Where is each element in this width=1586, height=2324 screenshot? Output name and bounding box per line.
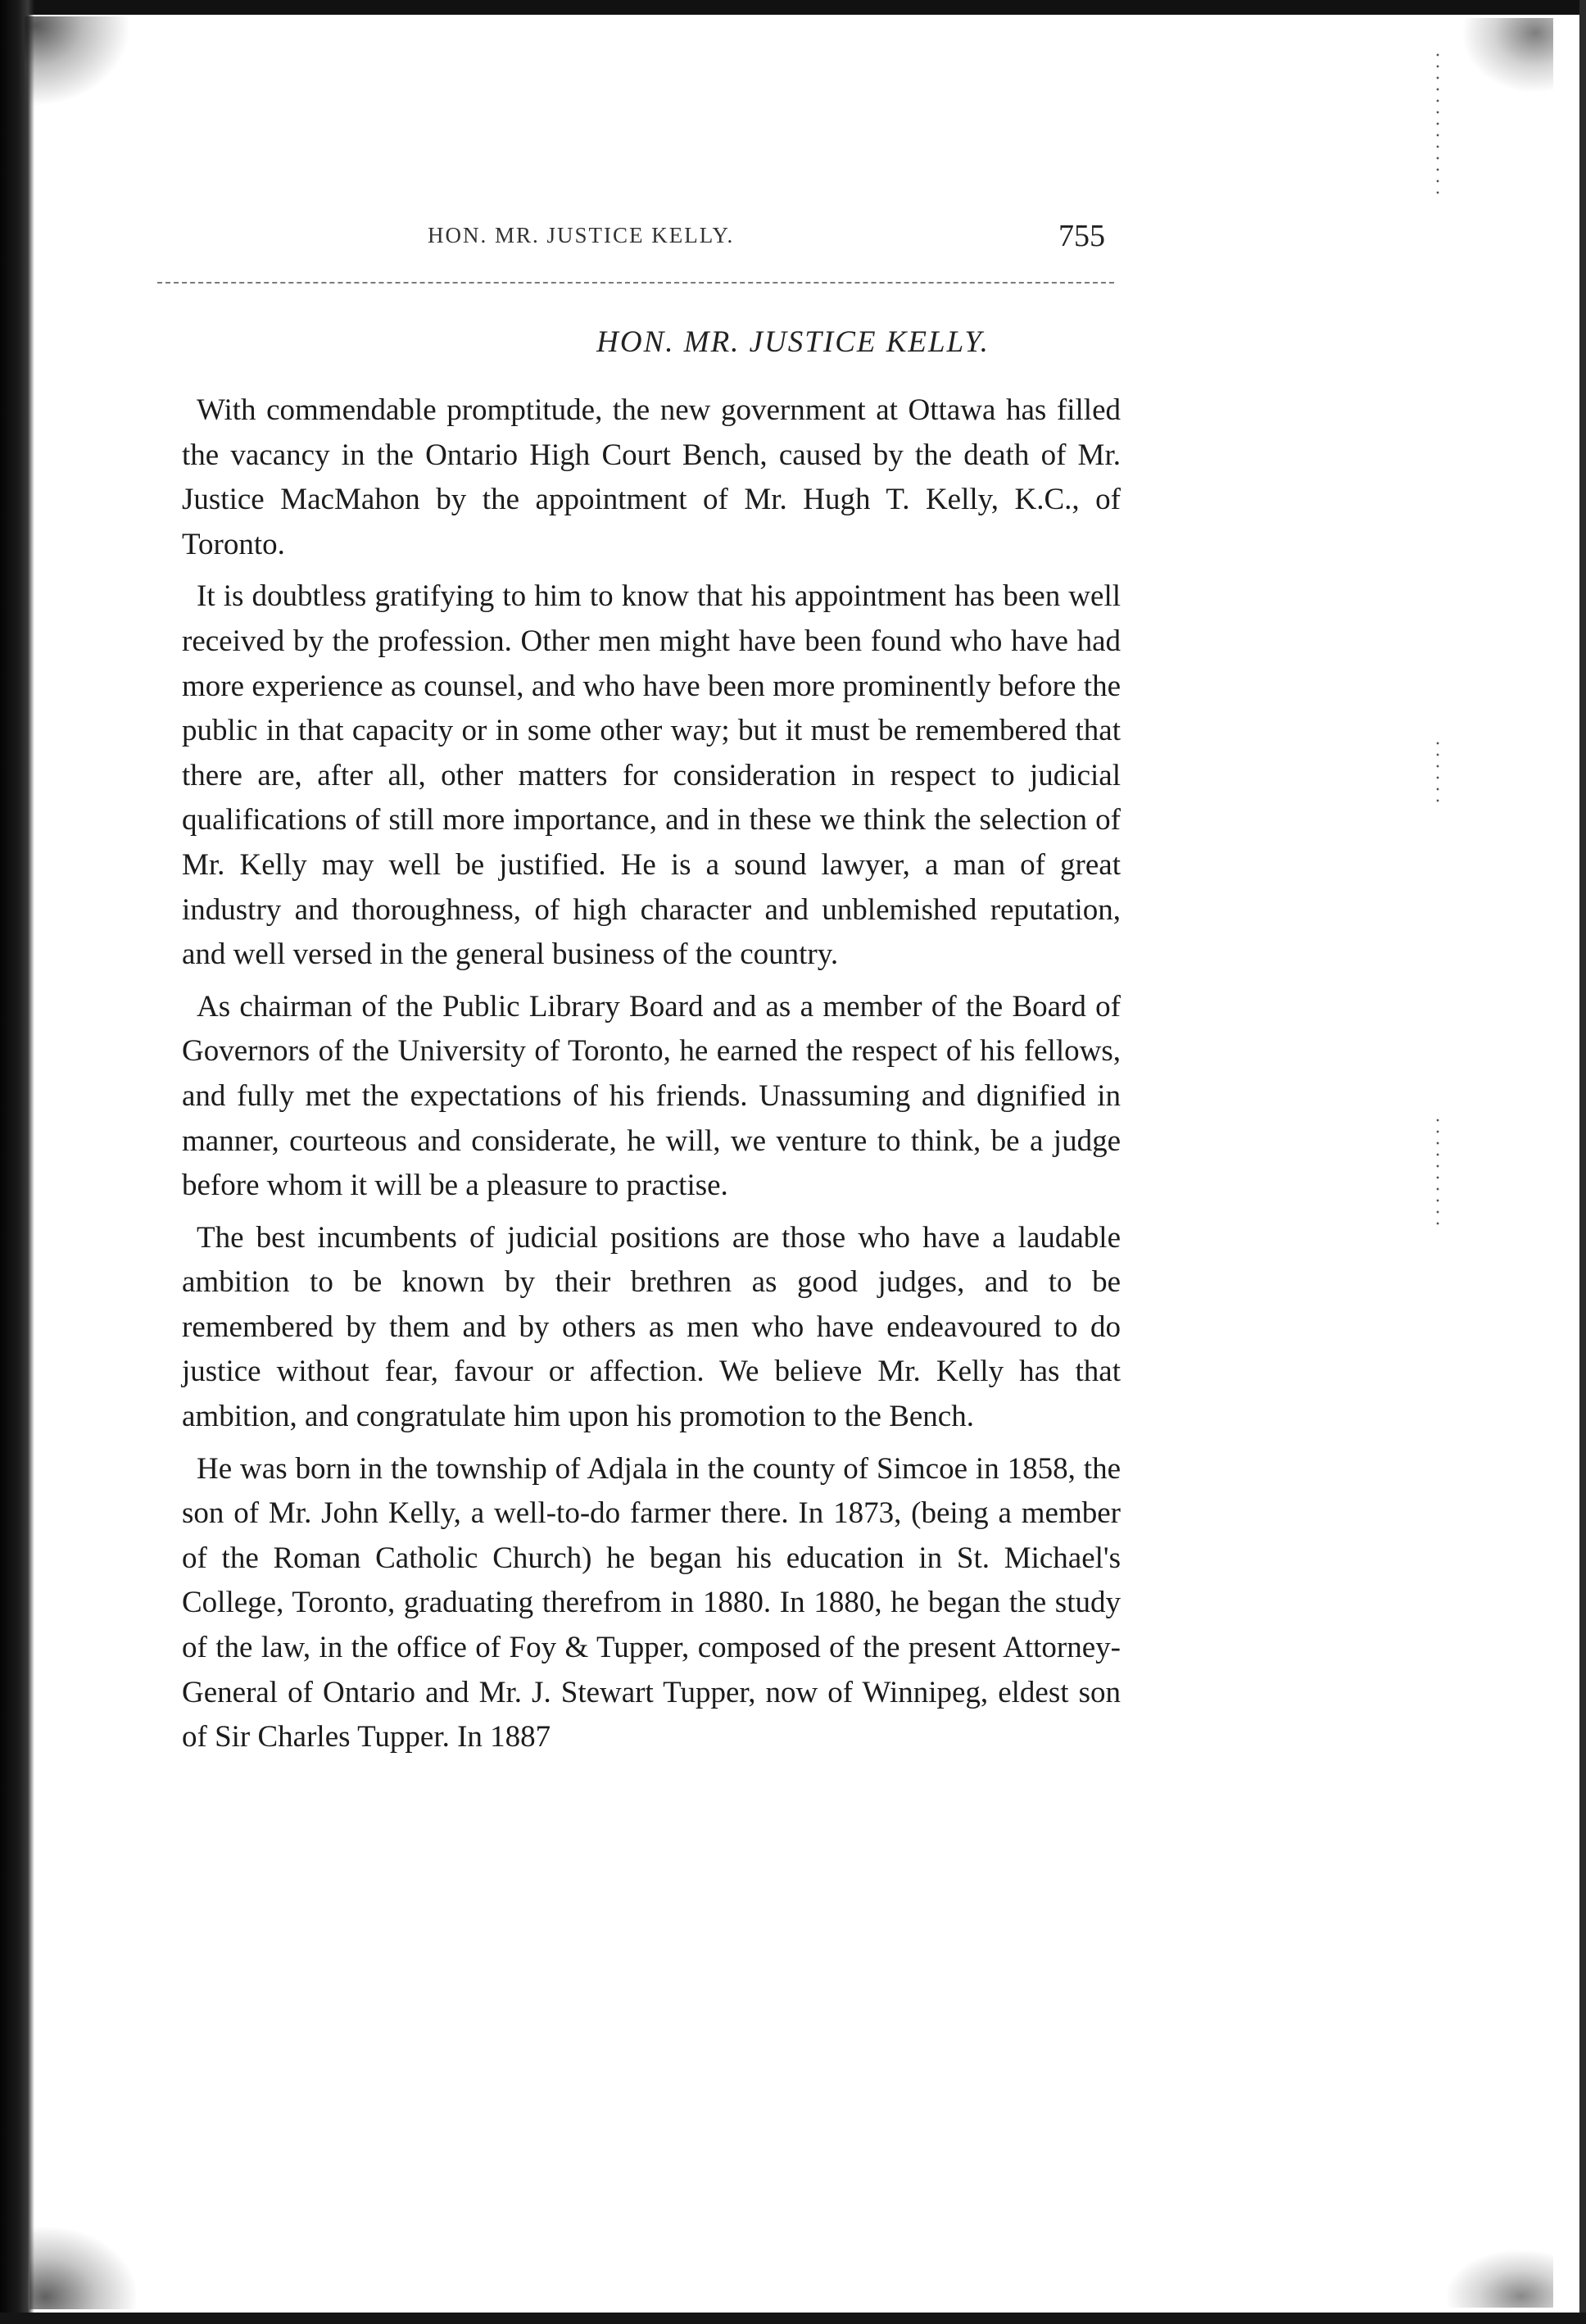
- paragraph: The best incumbents of judicial positions are those who have a laudable ambition to be known by their brethren as good judges, and to be remembered by them and by others as men who have endeavoured to do justice without fear, favour or affection. We believe Mr. Kelly has that ambition, and congratulate him upon his promotion to the Bench.: [182, 1220, 1121, 1434]
- running-header-title: HON. MR. JUSTICE KELLY.: [428, 223, 735, 247]
- margin-specks: [1435, 738, 1440, 803]
- scan-border-bottom: [0, 2313, 1586, 2324]
- header-rule: [157, 282, 1114, 284]
- article-title: HON. MR. JUSTICE KELLY.: [596, 325, 990, 359]
- scan-noise-bottom-right: [1447, 2250, 1553, 2308]
- paragraph: With commendable promptitude, the new government at Ottawa has filled the vacancy in the Ontario High Court Bench, caused by the death of Mr. Justice MacMahon by the appointment of Mr. Hugh T. Kelly, K.C., of Toronto.: [182, 393, 1121, 561]
- margin-specks: [1435, 1114, 1440, 1229]
- scan-border-top: [0, 0, 1586, 15]
- paragraph: He was born in the township of Adjala in the county of Simcoe in 1858, the son of Mr. John Kelly, a well-to-do farmer there. In 1873, (being a member of the Roman Catholic Church) he began his education in St. Michael's College, Toronto, graduating therefrom in 1880. In 1880, he began the study of the law, in the office of Foy & Tupper, composed of the present Attorney-General of Ontario and Mr. J. Stewart Tupper, now of Winnipeg, eldest son of Sir Charles Tupper. In 1887: [182, 1451, 1121, 1754]
- article-body: [182, 388, 1121, 1768]
- margin-specks: [1435, 49, 1440, 197]
- scan-noise-top-right: [1463, 18, 1553, 92]
- scan-noise-bottom-left: [29, 2227, 136, 2309]
- paragraph: It is doubtless gratifying to him to know that his appointment has been well received by the profession. Other men might have been found who have had more experience as counsel, and who have been more prominently before the public in that capacity or in some other way; but it must be remembered that there are, after all, other matters for consideration in respect to judicial qualifications of still more importance, and in these we think the selection of Mr. Kelly may well be justified. He is a sound lawyer, a man of great industry and thoroughness, of high character and unblemished reputation, and well versed in the general business of the country.: [182, 579, 1121, 972]
- paragraph: As chairman of the Public Library Board and as a member of the Board of Governors of the University of Toronto, he earned the respect of his fellows, and fully met the expectations of his friends. Unassuming and dignified in manner, courteous and considerate, he will, we venture to think, be a judge before whom it will be a pleasure to practise.: [182, 989, 1121, 1203]
- page-number: 755: [1058, 219, 1105, 253]
- scan-noise-top-left: [25, 16, 131, 107]
